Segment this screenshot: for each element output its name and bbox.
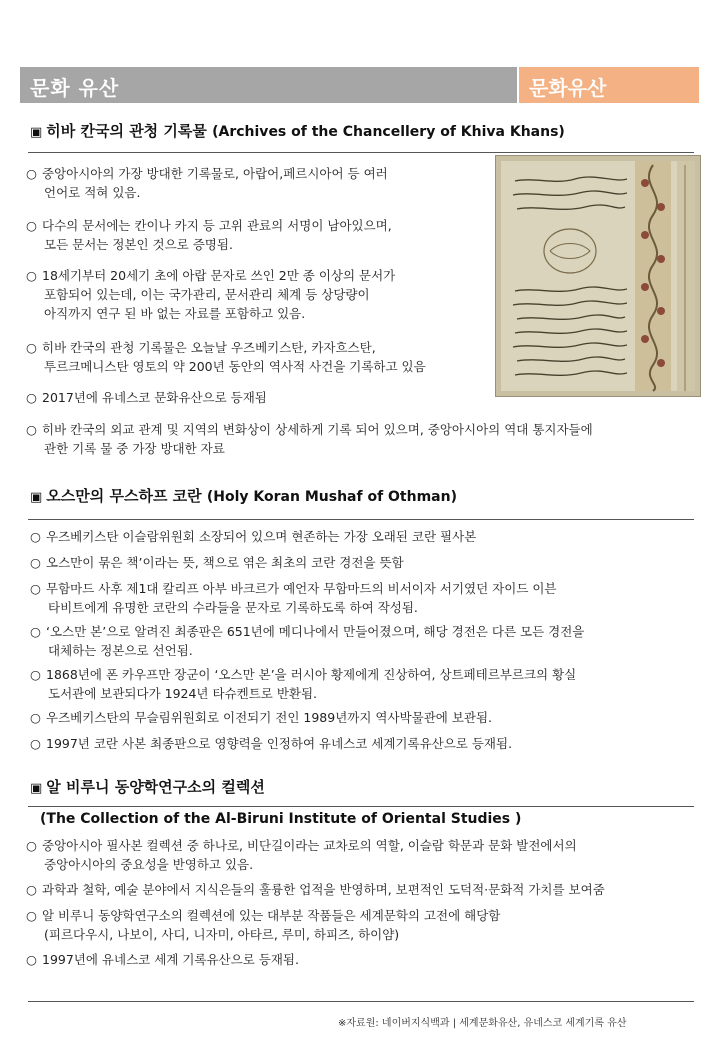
list-item: ○ 18세기부터 20세기 초에 아랍 문자로 쓰인 2만 종 이상의 문서가 포함되어 있는데, 이는 국가관리, 문서관리 체계 등 상당량이 아직까지 연구 된 바 없는 자료를 포함하고 있음.	[26, 268, 396, 321]
list-item: ○ 오스만이 묶은 책’이라는 뜻, 책으로 엮은 최초의 코란 경전을 뜻함	[30, 555, 404, 570]
list-item: ○ 1868년에 폰 카우프만 장군이 ‘오스만 본’을 러시아 황제에게 진상하여, 상트페테르부르크의 황실 도서관에 보관되다가 1924년 타슈켄트로 반환됨.	[30, 667, 577, 701]
section-marker: ▣	[30, 125, 43, 140]
section-title-en-line	[40, 809, 521, 827]
list-item: ○ 중앙아시아 필사본 컬렉션 중 하나로, 비단길이라는 교차로의 역할, 이슬람 학문과 문화 발전에서의 중앙아시아의 중요성을 반영하고 있음.	[26, 838, 577, 872]
list-item: ○ 히바 칸국의 외교 관계 및 지역의 변화상이 상세하게 기록 되어 있으며, 중앙아시아의 역대 통지자들에 관한 기록 물 중 가장 방대한 자료	[26, 422, 593, 456]
section-title-en: (Archives of the Chancellery of Khiva Khans)	[212, 124, 565, 140]
list-item: ○ 히바 칸국의 관청 기록물은 오늘날 우즈베키스탄, 카자흐스탄, 투르크메니스탄 영토의 약 200년 동안의 역사적 사건을 기록하고 있음	[26, 340, 426, 374]
list-item: ○ 알 비루니 동양학연구소의 컬렉션에 있는 대부분 작품들은 세계문학의 고전에 해당함 (피르다우시, 나보이, 사디, 니자미, 아타르, 루미, 하피즈, 하이얌)	[26, 908, 501, 942]
header-bar	[20, 67, 517, 103]
list-item: ○ 1997년 코란 사본 최종판으로 영향력을 인정하여 유네스코 세계기록유산으로 등재됨.	[30, 736, 513, 751]
category-tag-label: 문화유산	[529, 76, 607, 100]
list-item: ○ 무함마드 사후 제1대 칼리프 아부 바크르가 예언자 무함마드의 비서이자 서기였던 자이드 이븐 타비트에게 유명한 코란의 수라들을 문자로 기록하도록 하여 작성됨.	[30, 581, 557, 615]
section-title-koran	[30, 485, 457, 506]
section-divider	[28, 519, 694, 520]
section-title-en: (Holy Koran Mushaf of Othman)	[206, 489, 457, 505]
list-item: ○ 1997년에 유네스코 세계 기록유산으로 등재됨.	[26, 952, 299, 967]
list-item: ○ 과학과 철학, 예술 분야에서 지식은들의 훌륭한 업적을 반영하며, 보편적인 도덕적·문화적 가치를 보여줌	[26, 882, 605, 897]
category-tag	[519, 67, 699, 103]
list-item: ○ 우즈베키스탄 이슬람위원회 소장되어 있으며 현존하는 가장 오래된 코란 필사본	[30, 529, 477, 544]
footer-divider	[28, 1001, 694, 1002]
source-note: ※자료원: 네이버지식백과 | 세계문화유산, 유네스코 세계기록 유산	[338, 1018, 627, 1029]
list-item: ○ 중앙아시아의 가장 방대한 기록물로, 아랍어,페르시아어 등 여러 언어로 적혀 있음.	[26, 166, 388, 200]
section-title-ko: 히바 칸국의 관청 기록물	[46, 122, 207, 140]
manuscript-image	[495, 155, 701, 397]
list-item: ○ 다수의 문서에는 칸이나 카지 등 고위 관료의 서명이 남아있으며, 모든 문서는 정본인 것으로 증명됨.	[26, 218, 392, 252]
section-title-khiva	[30, 120, 565, 141]
section-title-ko: 알 비루니 동양학연구소의 컬렉션	[46, 778, 265, 796]
section-divider	[28, 152, 694, 153]
section-title-ko: 오스만의 무스하프 코란	[46, 487, 202, 505]
list-item: ○ 우즈베키스탄의 무슬림위원회로 이전되기 전인 1989년까지 역사박물관에 보관됨.	[30, 710, 493, 725]
section-title-biruni	[30, 776, 265, 797]
list-item: ○ ‘오스만 본’으로 알려진 최종판은 651년에 메디나에서 만들어졌으며, 해당 경전은 다른 모든 경전을 대체하는 정본으로 선언됨.	[30, 624, 585, 658]
section-marker: ▣	[30, 490, 43, 505]
list-item: ○ 2017년에 유네스코 문화유산으로 등재됨	[26, 390, 267, 405]
section-marker: ▣	[30, 781, 43, 796]
section-divider	[28, 806, 694, 807]
section-title-en: (The Collection of the Al-Biruni Institute of Oriental Studies )	[40, 811, 522, 827]
page-title: 문화 유산	[30, 76, 120, 100]
